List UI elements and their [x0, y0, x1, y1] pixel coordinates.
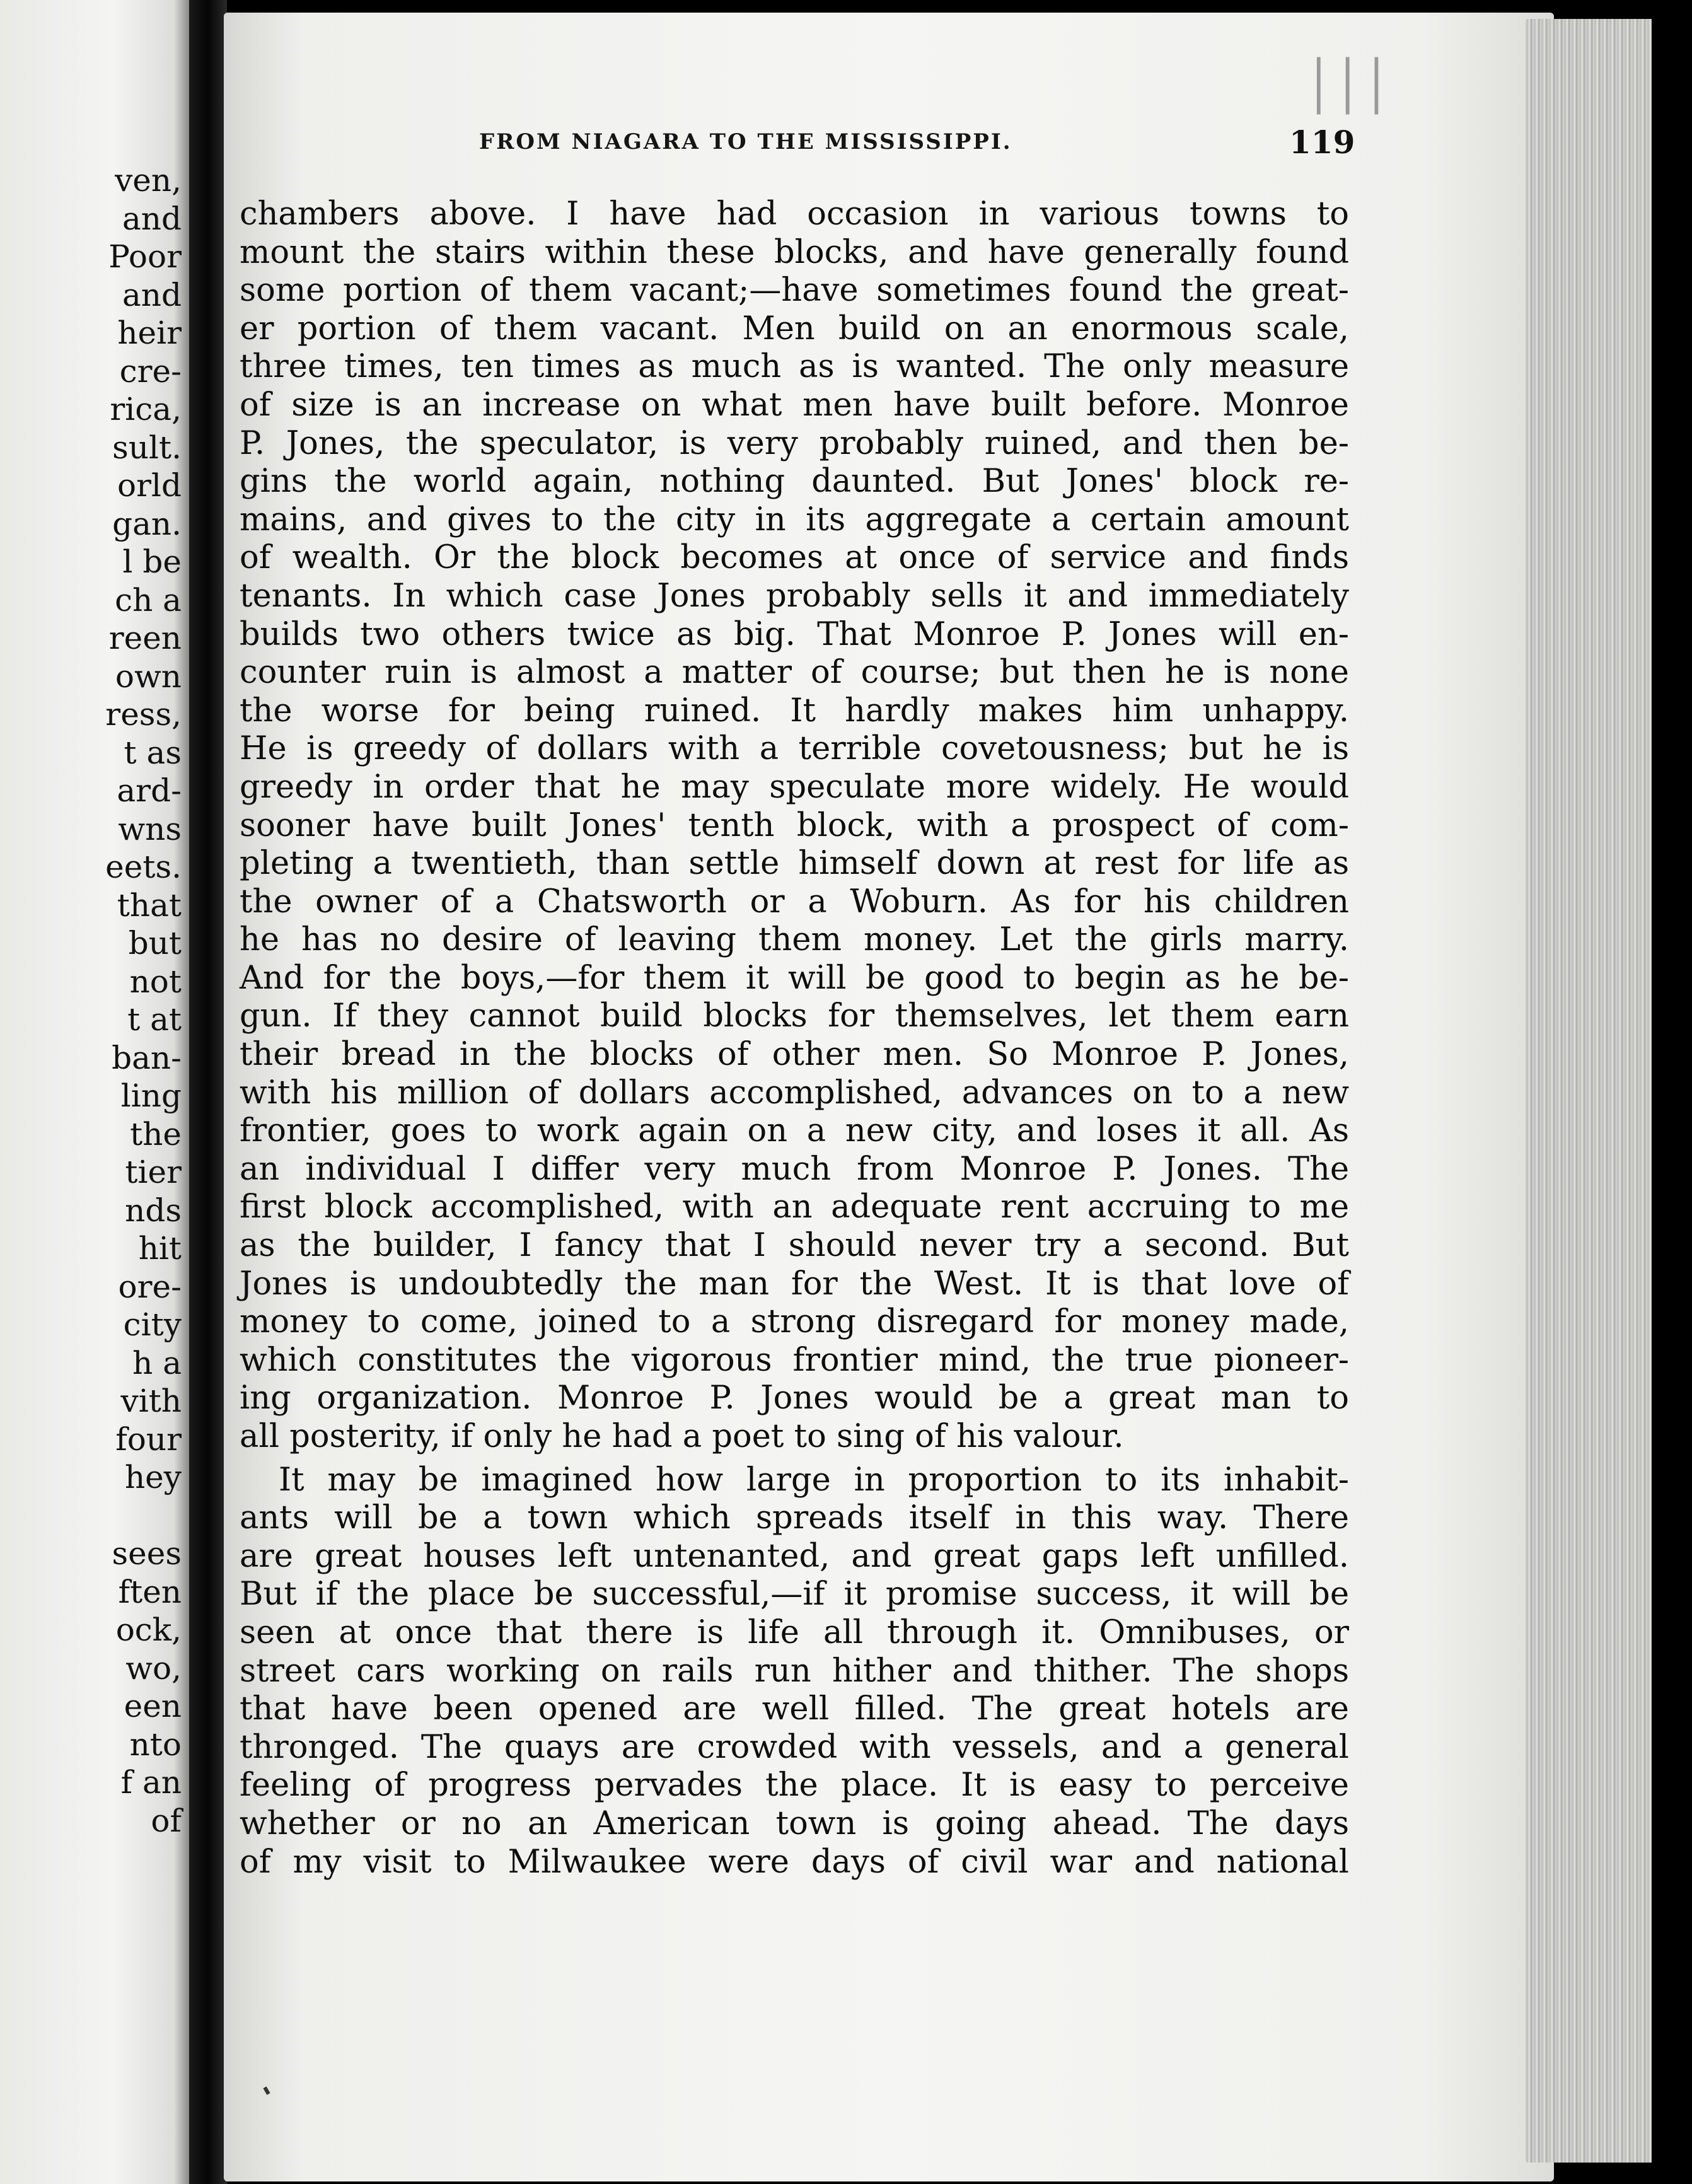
facing-page-line: wns — [118, 810, 182, 847]
facing-page-line: ban- — [112, 1039, 182, 1076]
text-line: gun. If they cannot build blocks for themselves, let them earn — [240, 997, 1349, 1035]
text-line: thronged. The quays are crowded with vessels, and a general — [240, 1728, 1349, 1766]
text-line: street cars working on rails run hither and thither. The shops — [240, 1652, 1349, 1690]
text-line: pleting a twentieth, than settle himself down at rest for life as — [240, 845, 1349, 883]
facing-page-line: wo, — [125, 1649, 182, 1687]
text-line: er portion of them vacant. Men build on an enormous scale, — [240, 310, 1349, 347]
facing-page-line: hey — [124, 1459, 182, 1496]
facing-page-line: the — [130, 1115, 182, 1153]
facing-page-line: nds — [125, 1192, 182, 1229]
text-line: Jones is undoubtedly the man for the West. It is that love of — [240, 1265, 1349, 1303]
facing-page-line: ress, — [105, 696, 182, 733]
text-line: an individual I differ very much from Monroe P. Jones. The — [240, 1150, 1349, 1188]
facing-page-line: Poor — [108, 238, 182, 275]
facing-page-line — [0, 1497, 182, 1535]
text-line: tenants. In which case Jones probably sells it and immediately — [240, 577, 1349, 615]
facing-page-line: ore- — [118, 1268, 182, 1305]
text-line: money to come, joined to a strong disregard for money made, — [240, 1303, 1349, 1341]
book-gutter — [189, 0, 227, 2184]
facing-page-line: f an — [120, 1764, 182, 1801]
facing-page-line: city — [123, 1306, 182, 1343]
facing-page-line: cre- — [119, 352, 182, 390]
facing-page-line: ch a — [115, 581, 182, 619]
text-line: he has no desire of leaving them money. Let the girls marry. — [240, 921, 1349, 959]
text-line: three times, ten times as much as is wanted. The only measure — [240, 348, 1349, 386]
facing-page-line: ard- — [117, 772, 182, 809]
facing-page-line: and — [122, 276, 182, 313]
facing-page-line: hit — [138, 1230, 182, 1267]
facing-page-line: that — [117, 886, 182, 924]
facing-page-line: l be — [122, 543, 182, 580]
facing-page-line: heir — [117, 315, 182, 351]
text-line: with his million of dollars accomplished, advances on to a new — [240, 1074, 1349, 1112]
facing-page-line: eets. — [105, 849, 182, 885]
facing-page-line: een — [124, 1688, 182, 1724]
scan-background-right — [1652, 19, 1692, 2184]
facing-page-line: gan. — [112, 505, 182, 542]
text-line: counter ruin is almost a matter of course; but then he is none — [240, 654, 1349, 692]
facing-page-line: orld — [117, 467, 182, 504]
text-line: all posterity, if only he had a poet to sing of his valour. — [240, 1418, 1124, 1455]
text-line: feeling of progress pervades the place. It is easy to perceive — [240, 1767, 1349, 1804]
facing-page-text — [0, 161, 182, 1840]
facing-page-line: tier — [125, 1154, 182, 1190]
facing-page-line: not — [129, 963, 182, 1000]
running-head: FROM NIAGARA TO THE MISSISSIPPI. — [479, 129, 1012, 154]
text-line: of size is an increase on what men have built before. Monroe — [240, 386, 1349, 424]
facing-page-line: ock, — [115, 1612, 182, 1648]
page-number: 119 — [1289, 124, 1355, 161]
text-line: gins the world again, nothing daunted. But Jones' block re- — [240, 463, 1349, 501]
facing-page-line: sees — [112, 1535, 182, 1572]
text-line: But if the place be successful,—if it promise success, it will be — [240, 1576, 1349, 1613]
text-line: mount the stairs within these blocks, and have generally found — [240, 233, 1349, 271]
text-line: which constitutes the vigorous frontier mind, the true pioneer- — [240, 1341, 1349, 1379]
scan-artifact-marks: | | | — [1311, 47, 1384, 115]
text-line: He is greedy of dollars with a terrible covetousness; but he is — [240, 730, 1349, 768]
text-line: frontier, goes to work again on a new city, and loses it all. As — [240, 1112, 1349, 1150]
facing-page-line: t at — [127, 1001, 182, 1038]
facing-page-left — [0, 0, 189, 2184]
page-stack-edge — [1526, 19, 1671, 2163]
text-line: the worse for being ruined. It hardly makes him unhappy. — [240, 692, 1349, 729]
text-line: chambers above. I have had occasion in various towns to — [240, 195, 1349, 233]
facing-page-line: t as — [124, 734, 182, 771]
facing-page-line: and — [122, 200, 182, 237]
text-line: builds two others twice as big. That Monroe P. Jones will en- — [240, 615, 1349, 653]
facing-page-line: four — [115, 1420, 182, 1458]
text-line: greedy in order that he may speculate more widely. He would — [240, 768, 1349, 806]
facing-page-line: vith — [120, 1383, 182, 1419]
text-line: sooner have built Jones' tenth block, with a prospect of com- — [240, 806, 1349, 844]
text-line: And for the boys,—for them it will be good to begin as he be- — [240, 959, 1349, 997]
text-line: that have been opened are well filled. The great hotels are — [240, 1690, 1349, 1728]
facing-page-line: h a — [132, 1344, 182, 1381]
text-line: their bread in the blocks of other men. So Monroe P. Jones, — [240, 1036, 1349, 1074]
facing-page-line: own — [115, 658, 182, 695]
text-line: as the builder, I fancy that I should never try a second. But — [240, 1227, 1349, 1265]
text-line: of wealth. Or the block becomes at once of service and finds — [240, 539, 1349, 577]
facing-page-line: nto — [129, 1726, 182, 1763]
facing-page-line: of — [151, 1802, 182, 1839]
text-line: some portion of them vacant;—have sometimes found the great- — [240, 272, 1349, 310]
facing-page-line: ften — [118, 1573, 182, 1610]
facing-page-line: rica, — [110, 391, 182, 427]
facing-page-line: ven, — [115, 162, 182, 199]
facing-page-line: ling — [120, 1077, 182, 1114]
text-line: whether or no an American town is going ahead. The days — [240, 1804, 1349, 1842]
facing-page-line: but — [128, 925, 182, 961]
text-line: of my visit to Milwaukee were days of civil war and national — [240, 1843, 1349, 1881]
text-line: It may be imagined how large in proportion to its inhabit- — [279, 1461, 1349, 1499]
text-line: seen at once that there is life all through it. Omnibuses, or — [240, 1613, 1349, 1651]
text-line: ants will be a town which spreads itself in this way. There — [240, 1499, 1349, 1537]
text-line: are great houses left untenanted, and great gaps left unfilled. — [240, 1537, 1349, 1575]
text-line: first block accomplished, with an adequate rent accruing to me — [240, 1188, 1349, 1226]
text-line: the owner of a Chatsworth or a Woburn. As for his children — [240, 883, 1349, 921]
facing-page-line: reen — [108, 620, 182, 656]
text-line: P. Jones, the speculator, is very probably ruined, and then be- — [240, 424, 1349, 462]
facing-page-line: sult. — [112, 429, 182, 466]
page-body-text — [240, 195, 1349, 1881]
text-line: mains, and gives to the city in its aggregate a certain amount — [240, 501, 1349, 538]
text-line: ing organization. Monroe P. Jones would be a great man to — [240, 1380, 1349, 1417]
